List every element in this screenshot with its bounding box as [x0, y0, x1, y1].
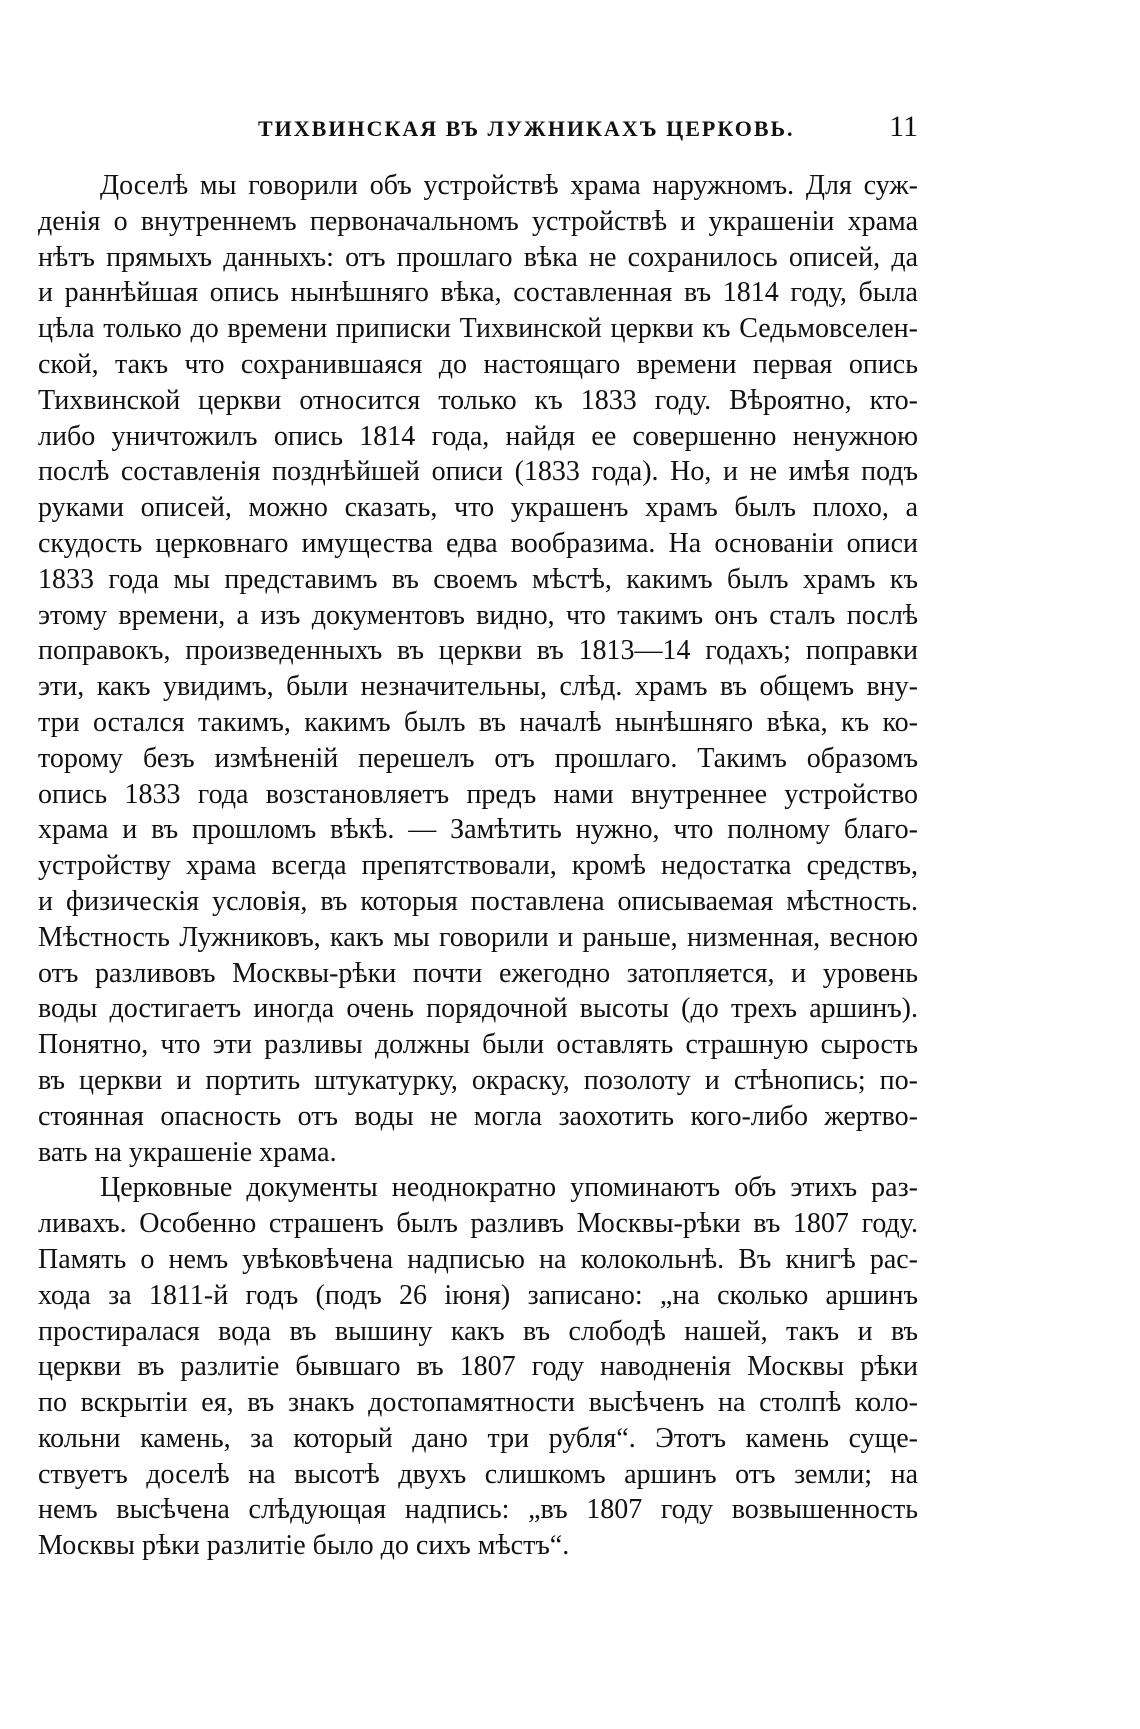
text-line: воды достигаетъ иногда очень порядочной высоты (до трехъ аршинъ). [38, 993, 918, 1025]
text-line: кольни камень, за который дано три рубля“. Этотъ камень суще- [38, 1422, 918, 1454]
text-line: Тихвинской церкви относится только къ 1833 году. Вѣроятно, кто- [38, 384, 918, 416]
text-line: и раннѣйшая опись нынѣшняго вѣка, составленная въ 1814 году, была [38, 277, 918, 309]
page-header [38, 106, 918, 146]
text-line: опись 1833 года возстановляетъ предъ нами внутреннее устройство [38, 778, 918, 810]
text-line: торому безъ измѣненій перешелъ отъ прошлаго. Такимъ образомъ [38, 742, 918, 774]
text-line: Память о немъ увѣковѣчена надписью на колокольнѣ. Въ книгѣ рас- [38, 1243, 918, 1275]
text-line: руками описей, можно сказать, что украшенъ храмъ былъ плохо, а [38, 492, 918, 524]
text-line: денія о внутреннемъ первоначальномъ устройствѣ и украшеніи храма [38, 205, 918, 237]
text-line: по вскрытіи ея, въ знакъ достопамятности высѣченъ на столпѣ коло- [38, 1387, 918, 1419]
text-line: Мѣстность Лужниковъ, какъ мы говорили и раньше, низменная, весною [38, 921, 918, 953]
text-line: ливахъ. Особенно страшенъ былъ разливъ Москвы-рѣки въ 1807 году. [38, 1208, 918, 1240]
page-number: 11 [889, 110, 918, 143]
text-line: храма и въ прошломъ вѣкѣ. — Замѣтить нужно, что полному благо- [38, 814, 918, 846]
text-line: нѣтъ прямыхъ данныхъ: отъ прошлаго вѣка не сохранилось описей, да [38, 241, 918, 273]
text-line: Понятно, что эти разливы должны были оставлять страшную сырость [38, 1029, 918, 1061]
text-line: 1833 года мы представимъ въ своемъ мѣстѣ, какимъ былъ храмъ къ [38, 563, 918, 595]
text-line: церкви въ разлитіе бывшаго въ 1807 году наводненія Москвы рѣки [38, 1351, 918, 1383]
text-line: ской, такъ что сохранившаяся до настоящаго времени первая опись [38, 348, 918, 380]
text-line: хода за 1811-й годъ (подъ 26 іюня) записано: „на сколько аршинъ [38, 1279, 918, 1311]
text-line: вать на украшеніе храма. [38, 1136, 337, 1168]
text-line: цѣла только до времени приписки Тихвинской церкви къ Седьмовселен- [38, 313, 918, 345]
text-line: ствуетъ доселѣ на высотѣ двухъ слишкомъ аршинъ отъ земли; на [38, 1458, 918, 1490]
text-line: въ церкви и портить штукатурку, окраску, позолоту и стѣнопись; по- [38, 1064, 918, 1096]
text-line: либо уничтожилъ опись 1814 года, найдя ее совершенно ненужною [38, 420, 918, 452]
text-line: и физическія условія, въ которыя поставлена описываемая мѣстность. [38, 885, 918, 917]
text-line: поправокъ, произведенныхъ въ церкви въ 1813—14 годахъ; поправки [38, 635, 918, 667]
text-line: Доселѣ мы говорили объ устройствѣ храма наружномъ. Для суж- [100, 170, 918, 201]
text-line: устройству храма всегда препятствовали, кромѣ недостатка средствъ, [38, 850, 918, 882]
text-line: Церковные документы неоднократно упоминаютъ объ этихъ раз- [100, 1172, 918, 1204]
text-line: этому времени, а изъ документовъ видно, что такимъ онъ сталъ послѣ [38, 599, 918, 631]
running-title: ТИХВИНСКАЯ ВЪ ЛУЖНИКАХЪ ЦЕРКОВЬ. [258, 116, 795, 141]
text-line: Москвы рѣки разлитіе было до сихъ мѣстъ“. [38, 1530, 570, 1562]
text-line: три остался такимъ, какимъ былъ въ началѣ нынѣшняго вѣка, къ ко- [38, 706, 918, 738]
text-line: простиралася вода въ вышину какъ въ слободѣ нашей, такъ и въ [38, 1315, 918, 1347]
text-line: отъ разливовъ Москвы-рѣки почти ежегодно затопляется, и уровень [38, 957, 918, 989]
text-line: послѣ составленія позднѣйшей описи (1833 года). Но, и не имѣя подъ [38, 456, 918, 488]
text-line: немъ высѣчена слѣдующая надпись: „въ 1807 году возвышенность [38, 1494, 918, 1526]
text-line: стоянная опасность отъ воды не могла заохотить кого-либо жертво- [38, 1100, 918, 1132]
text-line: скудость церковнаго имущества едва вообразима. На основаніи описи [38, 527, 918, 559]
body-text [38, 168, 918, 1564]
text-line: эти, какъ увидимъ, были незначительны, слѣд. храмъ въ общемъ вну- [38, 671, 918, 703]
